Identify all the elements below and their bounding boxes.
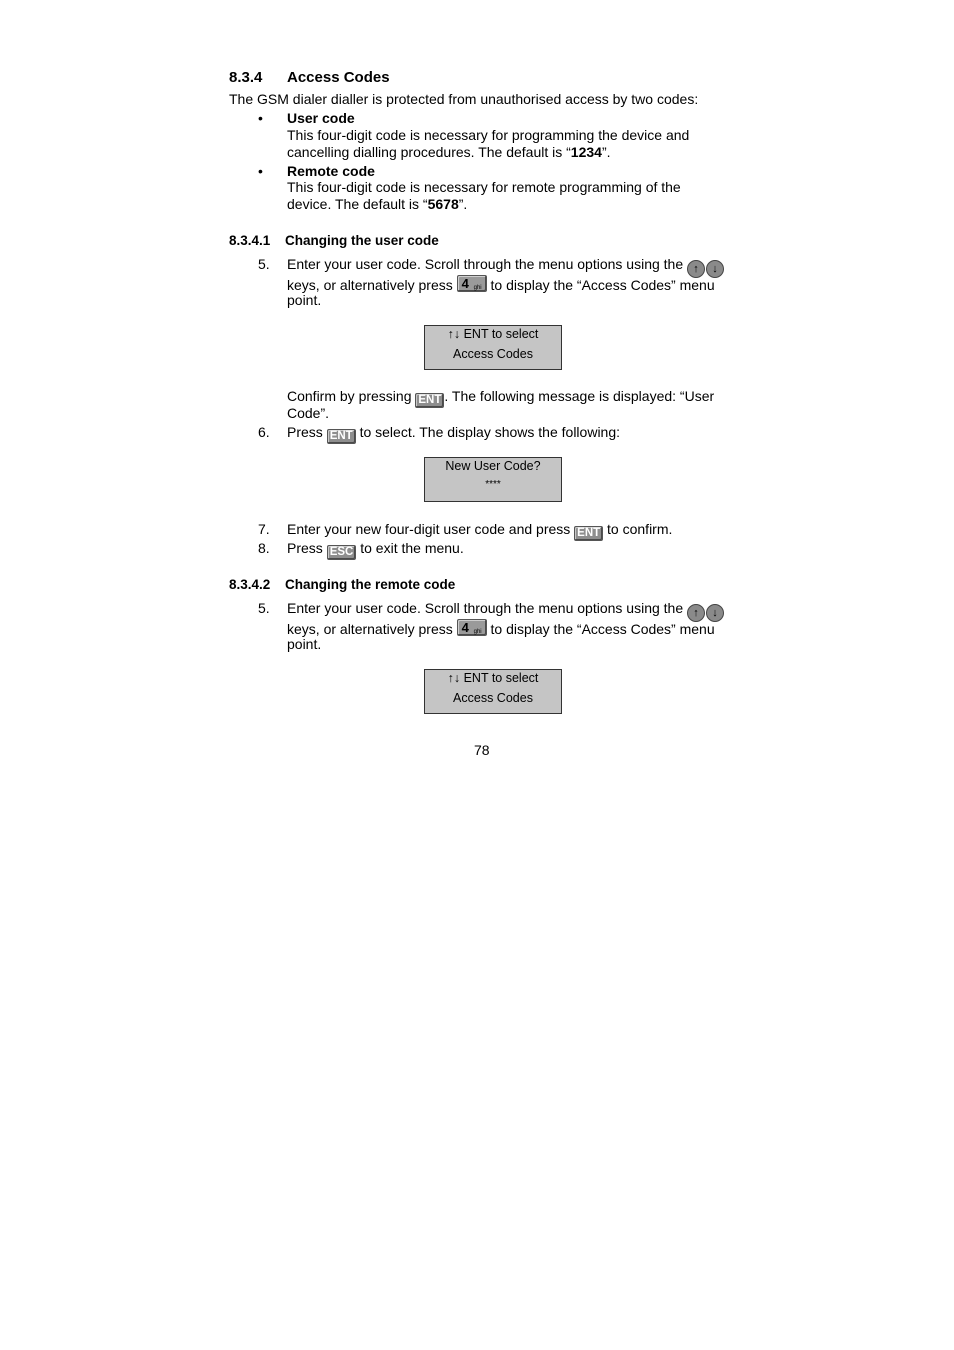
lcd-line2: Access Codes — [453, 691, 533, 705]
step-6-text: Press ENT to select. The display shows the following: — [287, 424, 621, 442]
subsection-2-number: 8.3.4.2 — [229, 577, 271, 592]
user-code-desc-line2: cancelling dialling procedures. The default is “1234”. — [287, 144, 611, 160]
user-code-heading: User code — [287, 110, 355, 126]
step-5-line2: keys, or alternatively press 4 ghi to display the “Access Codes” menu — [287, 276, 715, 293]
lcd-display — [424, 457, 562, 502]
ent-key-icon: ENT — [574, 526, 603, 541]
step-5-line3: point. — [287, 292, 322, 308]
remote-code-desc-line1: This four-digit code is necessary for remote programming of the — [287, 179, 681, 195]
arrow-up-icon: ↑ — [687, 604, 705, 622]
user-code-default: 1234 — [570, 144, 602, 160]
key-4-icon: 4 ghi — [457, 275, 487, 292]
lcd-line1: ↑↓ ENT to select — [447, 327, 539, 341]
bullet-icon: • — [258, 110, 263, 126]
step-number: 8. — [258, 540, 270, 556]
arrow-down-icon: ↓ — [706, 604, 724, 622]
remote-code-heading: Remote code — [287, 163, 375, 179]
step-7-text: Enter your new four-digit user code and press ENT to confirm. — [287, 521, 673, 539]
arrow-down-icon: ↓ — [706, 260, 724, 278]
step-number: 5. — [258, 600, 270, 616]
page-number: 78 — [474, 742, 490, 758]
step-5-line1: Enter your user code. Scroll through the menu options using the ↑ ↓ — [287, 256, 725, 278]
section-intro: The GSM dialer dialler is protected from unauthorised access by two codes: — [229, 91, 699, 107]
step-8-text: Press ESC to exit the menu. — [287, 540, 464, 558]
step-5-line1: Enter your user code. Scroll through the menu options using the ↑ ↓ — [287, 600, 725, 622]
step-number: 7. — [258, 521, 270, 537]
key-4-icon: 4 ghi — [457, 619, 487, 636]
confirm-line2: Code”. — [287, 405, 330, 421]
remote-code-default: 5678 — [427, 196, 459, 212]
section-number: 8.3.4 — [229, 69, 263, 86]
subsection-2-title: Changing the remote code — [285, 577, 456, 592]
ent-key-icon: ENT — [415, 393, 444, 408]
lcd-line2: **** — [485, 479, 501, 490]
lcd-line2: Access Codes — [453, 347, 533, 361]
user-code-desc-line1: This four-digit code is necessary for programming the device and — [287, 127, 690, 143]
subsection-1-number: 8.3.4.1 — [229, 233, 271, 248]
remote-code-desc-line2: device. The default is “5678”. — [287, 196, 468, 212]
lcd-display — [424, 325, 562, 370]
lcd-display — [424, 669, 562, 714]
subsection-1-title: Changing the user code — [285, 233, 439, 248]
section-title: Access Codes — [287, 69, 390, 86]
lcd-line1: New User Code? — [445, 459, 541, 473]
esc-key-icon: ESC — [327, 545, 357, 560]
ent-key-icon: ENT — [327, 429, 356, 444]
arrow-up-icon: ↑ — [687, 260, 705, 278]
step-5-line2: keys, or alternatively press 4 ghi to display the “Access Codes” menu — [287, 620, 715, 637]
lcd-line1: ↑↓ ENT to select — [447, 671, 539, 685]
step-5-line3: point. — [287, 636, 322, 652]
step-number: 5. — [258, 256, 270, 272]
confirm-line1: Confirm by pressing ENT . The following message is displayed: “User — [287, 388, 715, 406]
bullet-icon: • — [258, 163, 263, 179]
step-number: 6. — [258, 424, 270, 440]
